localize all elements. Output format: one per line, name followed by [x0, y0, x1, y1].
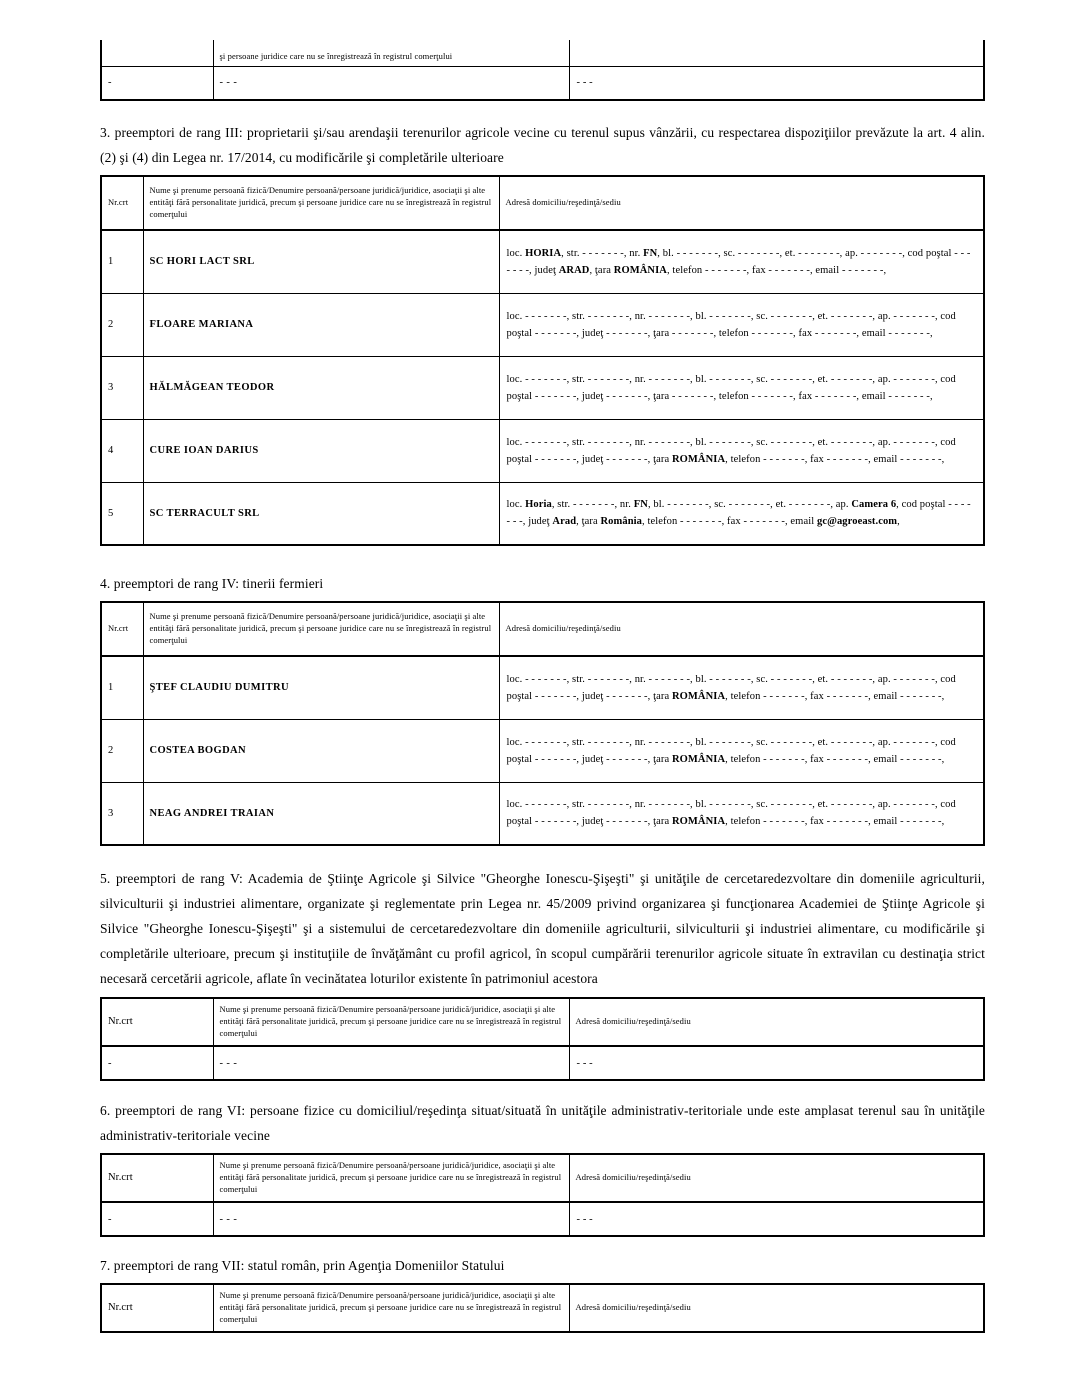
- party-name: - - -: [213, 66, 569, 100]
- header-fragment-text: şi persoane juridice care nu se înregistrează în registrul comerţului: [213, 40, 569, 66]
- rank-3-table-body: [101, 230, 984, 545]
- name-header: Nume şi prenume persoană fizică/Denumire persoană/persoane juridică/juridice, asociaţii şi alte entităţi fără personalitate juridică, precum şi persoane juridice care nu se înregistrează în registrul comerţului: [213, 998, 569, 1046]
- party-address: [499, 293, 984, 356]
- address-text: loc. - - - - - - -, str. - - - - - - -, nr. - - - - - - -, bl. - - - - - - -, sc. - - - - - - -, et. - - - - - - -, ap. - - - - - - -, cod poştal - - - - - - -, judeţ - - - - - - -, ţara: [506, 673, 956, 702]
- address-value: HĂLMĂGEAN TEODOR: [149, 382, 275, 393]
- party-address: [499, 356, 984, 419]
- row-number: 3: [101, 782, 143, 845]
- party-name: [143, 419, 499, 482]
- rank-6-table-body: [101, 1202, 984, 1236]
- address-value: FN: [643, 247, 658, 259]
- address-value: ARAD: [558, 264, 590, 276]
- party-name: [143, 356, 499, 419]
- party-name: [143, 656, 499, 719]
- address-value: România: [600, 516, 643, 528]
- table-row: [101, 293, 984, 356]
- address-text: , telefon - - - - - - -, fax - - - - - - -, email: [642, 516, 817, 528]
- party-name: [143, 782, 499, 845]
- address-value: Camera 6: [851, 499, 897, 511]
- rank-7-preemptor-table: [100, 1283, 985, 1333]
- address-text: , cod poştal - - - - - - -, judeţ: [506, 499, 971, 528]
- row-number: 2: [101, 293, 143, 356]
- party-address: [499, 482, 984, 545]
- nr-crt-header: Nr.crt: [101, 998, 213, 1046]
- address-text: , telefon - - - - - - -, fax - - - - - - -, email - - - - - - -,: [725, 753, 945, 765]
- empty-cell: [569, 40, 984, 66]
- table-header-row: [101, 1284, 984, 1332]
- name-header: Nume şi prenume persoană fizică/Denumire persoană/persoane juridică/juridice, asociaţii şi alte entităţi fără personalitate juridică, precum şi persoane juridice care nu se înregistrează în registrul comerţului: [143, 602, 499, 656]
- section-6-heading: 6. preemptori de rang VI: persoane fizice cu domiciliul/reşedinţa situat/situată în unităţile administrativ-teritoriale unde este amplasat terenul sau în unităţile administrativ-teritoriale vecine: [100, 1103, 985, 1143]
- address-text: , telefon - - - - - - -, fax - - - - - - -, email - - - - - - -,: [725, 453, 945, 465]
- address-value: HORIA: [525, 247, 562, 259]
- party-address: [499, 656, 984, 719]
- party-name: [143, 293, 499, 356]
- table-row: [101, 356, 984, 419]
- section-7-heading: 7. preemptori de rang VII: statul român, prin Agenţia Domeniilor Statului: [100, 1258, 505, 1273]
- address-text: loc.: [506, 247, 526, 259]
- nr-crt-header: Nr.crt: [101, 176, 143, 230]
- name-header: Nume şi prenume persoană fizică/Denumire persoană/persoane juridică/juridice, asociaţii şi alte entităţi fără personalitate juridică, precum şi persoane juridice care nu se înregistrează în registrul comerţului: [213, 1284, 569, 1332]
- rank-4-preemptor-table: [100, 601, 985, 846]
- table-header-fragment-row: [101, 40, 984, 66]
- address-text: , ţara: [589, 264, 614, 276]
- address-value: Horia: [525, 499, 552, 511]
- name-header: Nume şi prenume persoană fizică/Denumire persoană/persoane juridică/juridice, asociaţii şi alte entităţi fără personalitate juridică, precum şi persoane juridice care nu se înregistrează în registrul comerţului: [143, 176, 499, 230]
- table-row: [101, 1202, 984, 1236]
- address-text: , str. - - - - - - -, nr.: [561, 247, 644, 259]
- table-row: [101, 782, 984, 845]
- address-text: loc. - - - - - - -, str. - - - - - - -, nr. - - - - - - -, bl. - - - - - - -, sc. - - - - - - -, et. - - - - - - -, ap. - - - - - - -, cod poştal - - - - - - -, judeţ - - - - - - -, ţara - - - - - - -, telefon - - - - - - -, fax - - - - - - -, email - - - - - - -,: [506, 310, 956, 339]
- row-number: 1: [101, 656, 143, 719]
- address-value: ROMÂNIA: [671, 453, 726, 465]
- address-value: ROMÂNIA: [671, 753, 726, 765]
- address-text: , telefon - - - - - - -, fax - - - - - - -, email - - - - - - -,: [666, 264, 887, 276]
- address-text: loc. - - - - - - -, str. - - - - - - -, nr. - - - - - - -, bl. - - - - - - -, sc. - - - - - - -, et. - - - - - - -, ap. - - - - - - -, cod poştal - - - - - - -, judeţ - - - - - - -, ţara - - - - - - -, telefon - - - - - - -, fax - - - - - - -, email - - - - - - -,: [506, 373, 956, 402]
- party-address: - - -: [569, 66, 984, 100]
- address-text: loc. - - - - - - -, str. - - - - - - -, nr. - - - - - - -, bl. - - - - - - -, sc. - - - - - - -, et. - - - - - - -, ap. - - - - - - -, cod poştal - - - - - - -, judeţ - - - - - - -, ţara: [506, 436, 956, 465]
- address-text: , ţara: [576, 516, 601, 528]
- party-address: - - -: [569, 1046, 984, 1080]
- address-text: loc. - - - - - - -, str. - - - - - - -, nr. - - - - - - -, bl. - - - - - - -, sc. - - - - - - -, et. - - - - - - -, ap. - - - - - - -, cod poştal - - - - - - -, judeţ - - - - - - -, ţara: [506, 799, 956, 828]
- table-row: [101, 419, 984, 482]
- rank-4-table-body: [101, 656, 984, 845]
- address-header: Adresă domiciliu/reşedinţă/sediu: [499, 602, 984, 656]
- address-header: Adresă domiciliu/reşedinţă/sediu: [569, 998, 984, 1046]
- address-value: COSTEA BOGDAN: [149, 745, 247, 756]
- address-value: SC TERRACULT SRL: [149, 507, 260, 519]
- party-name: - - -: [213, 1202, 569, 1236]
- party-name: [143, 719, 499, 782]
- table-header-row: [101, 602, 984, 656]
- party-address: - - -: [569, 1202, 984, 1236]
- nr-crt-header: Nr.crt: [101, 1154, 213, 1202]
- row-number: 2: [101, 719, 143, 782]
- section-5-heading: 5. preemptori de rang V: Academia de Ştiinţe Agricole şi Silvice "Gheorghe Ionescu-Şişeşti" şi unităţile de cercetaredezvoltare din domeniile agriculturii, silviculturii şi industriei alimentare, organizate şi reglementate prin Legea nr. 45/2009 privind organizarea şi funcţionarea Academiei de Ştiinţe Agricole şi Silvice "Gheorghe Ionescu-Şişeşti" şi a sistemului de cercetaredezvoltare din domeniile agriculturii, silviculturii şi industriei alimentare, cu modificările şi completările ulterioare, precum şi instituţiile de învăţământ cu profil agricol, în scopul cumpărării terenurilor agricole situate în extravilan cu destinaţia strict necesară cercetării agricole, aflate în vecinătatea loturilor existente în patrimoniul acestora: [100, 871, 985, 986]
- empty-cell: [101, 40, 213, 66]
- party-name: - - -: [213, 1046, 569, 1080]
- address-value: gc@agroeast.com: [816, 516, 898, 528]
- continued-table-body: [101, 66, 984, 100]
- address-value: FLOARE MARIANA: [149, 319, 254, 330]
- row-number: 4: [101, 419, 143, 482]
- address-value: ŞTEF CLAUDIU DUMITRU: [149, 682, 289, 694]
- table-row: [101, 719, 984, 782]
- row-number: -: [101, 66, 213, 100]
- rank-3-preemptor-table: [100, 175, 985, 546]
- address-value: ROMÂNIA: [671, 690, 726, 702]
- table-header-row: [101, 998, 984, 1046]
- address-header: Adresă domiciliu/reşedinţă/sediu: [569, 1284, 984, 1332]
- address-value: NEAG ANDREI TRAIAN: [149, 807, 275, 819]
- party-name: [143, 482, 499, 545]
- address-text: , telefon - - - - - - -, fax - - - - - - -, email - - - - - - -,: [725, 816, 945, 828]
- name-header: Nume şi prenume persoană fizică/Denumire persoană/persoane juridică/juridice, asociaţii şi alte entităţi fără personalitate juridică, precum şi persoane juridice care nu se înregistrează în registrul comerţului: [213, 1154, 569, 1202]
- table-row: [101, 482, 984, 545]
- address-header: Adresă domiciliu/reşedinţă/sediu: [569, 1154, 984, 1202]
- address-text: ,: [897, 516, 900, 528]
- address-header: Adresă domiciliu/reşedinţă/sediu: [499, 176, 984, 230]
- address-text: , bl. - - - - - - -, sc. - - - - - - -, et. - - - - - - -, ap.: [647, 499, 852, 511]
- address-text: , bl. - - - - - - -, sc. - - - - - - -, et. - - - - - - -, ap. - - - - - - -, cod poştal - - - - - - -, judeţ: [506, 247, 971, 276]
- party-address: [499, 419, 984, 482]
- row-number: -: [101, 1202, 213, 1236]
- nr-crt-header: Nr.crt: [101, 1284, 213, 1332]
- party-address: [499, 719, 984, 782]
- table-row: [101, 656, 984, 719]
- party-name: [143, 230, 499, 293]
- row-number: 1: [101, 230, 143, 293]
- section-3-heading: 3. preemptori de rang III: proprietarii şi/sau arendaşii terenurilor agricole vecine cu terenul supus vânzării, cu respectarea dispoziţiilor prevăzute la art. 4 alin. (2) şi (4) din Legea nr. 17/2014, cu modificările şi completările ulterioare: [100, 125, 985, 165]
- address-value: SC HORI LACT SRL: [149, 256, 255, 268]
- address-text: loc.: [506, 499, 526, 511]
- row-number: 5: [101, 482, 143, 545]
- rank-6-preemptor-table: [100, 1153, 985, 1237]
- address-value: ROMÂNIA: [671, 816, 726, 828]
- address-value: FN: [633, 499, 648, 511]
- address-value: CURE IOAN DARIUS: [149, 445, 259, 456]
- table-header-row: [101, 176, 984, 230]
- party-address: [499, 782, 984, 845]
- table-row: [101, 230, 984, 293]
- address-value: ROMÂNIA: [613, 264, 667, 276]
- continued-preemptor-table: [100, 40, 985, 101]
- table-row: [101, 66, 984, 100]
- row-number: -: [101, 1046, 213, 1080]
- nr-crt-header: Nr.crt: [101, 602, 143, 656]
- rank-5-preemptor-table: [100, 997, 985, 1081]
- party-address: [499, 230, 984, 293]
- address-text: loc. - - - - - - -, str. - - - - - - -, nr. - - - - - - -, bl. - - - - - - -, sc. - - - - - - -, et. - - - - - - -, ap. - - - - - - -, cod poştal - - - - - - -, judeţ - - - - - - -, ţara: [506, 736, 956, 765]
- address-value: Arad: [552, 516, 577, 528]
- table-row: [101, 1046, 984, 1080]
- table-header-row: [101, 1154, 984, 1202]
- address-text: , str. - - - - - - -, nr.: [551, 499, 634, 511]
- section-4-heading: 4. preemptori de rang IV: tinerii fermieri: [100, 576, 324, 591]
- rank-5-table-body: [101, 1046, 984, 1080]
- address-text: , telefon - - - - - - -, fax - - - - - - -, email - - - - - - -,: [725, 690, 945, 702]
- row-number: 3: [101, 356, 143, 419]
